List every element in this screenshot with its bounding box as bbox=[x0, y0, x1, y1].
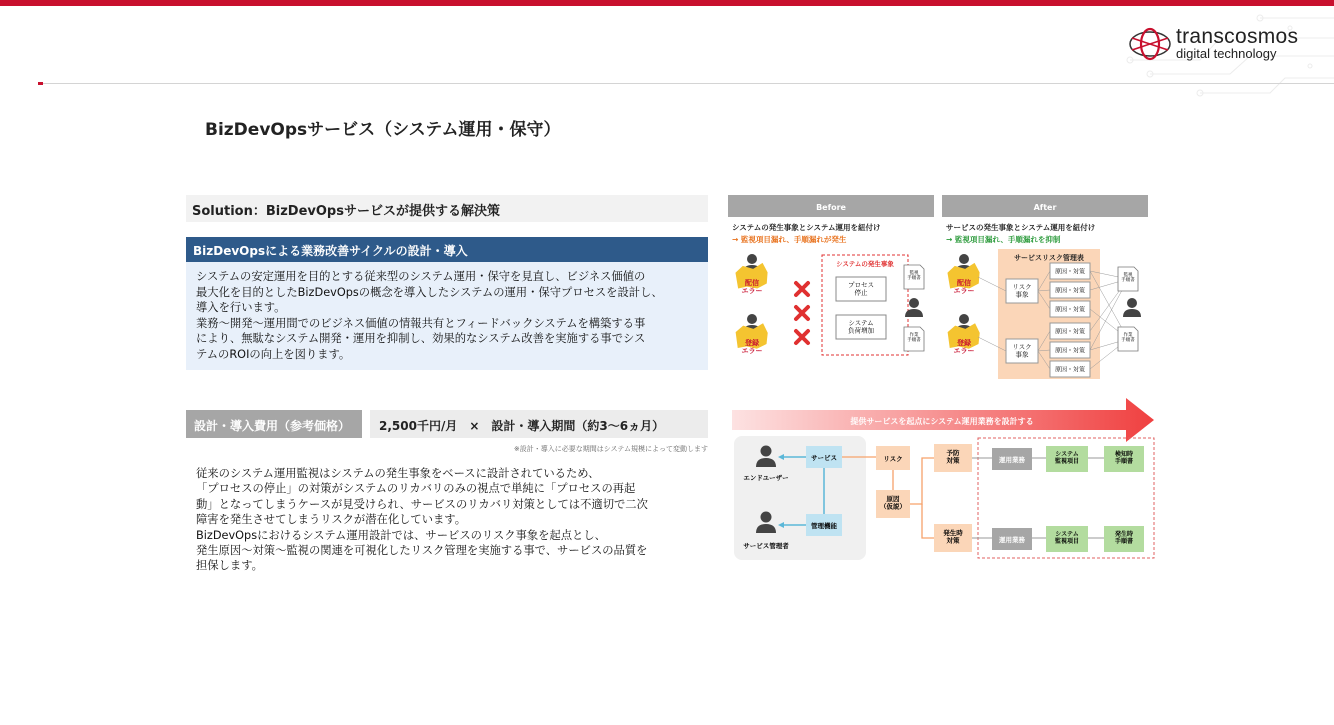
solution-title: Solution：BizDevOpsサービスが提供する解決策 bbox=[186, 195, 708, 222]
solution-body: システムの安定運用を目的とする従来型のシステム運用・保守を見直し、ビジネス価値の 最大化を目的としたBizDevOpsの概念を導入したシステムの運用・保守プロセスを設計し、 導入を行います。 業務～開発～運用間でのビジネス価値の情報共有とフィードバックシステムを構築する事 により、無駄なシステム開発・運用を抑制し、効果的なシステム改善を実施する事でシス テムのROIの向上を図ります。 bbox=[186, 262, 708, 370]
prevent-label: 予防対策 bbox=[946, 449, 960, 465]
after-line1: サービスの発生事象とシステム運用を紐付け bbox=[946, 223, 1096, 232]
service-admin-label: サービス管理者 bbox=[743, 542, 789, 550]
cause-item-label: 原因・対策 bbox=[1054, 268, 1086, 276]
cost-note: ※設計・導入に必要な期間はシステム規模によって変動します bbox=[513, 445, 708, 453]
end-user-label: エンドユーザー bbox=[743, 474, 789, 482]
after-doc1: 監視手順書 bbox=[1121, 273, 1135, 284]
cause-label: 原因（仮説） bbox=[880, 495, 906, 511]
service-flow-diagram bbox=[732, 398, 1156, 564]
after-header: After bbox=[1033, 203, 1057, 212]
occur-label: 発生時対策 bbox=[943, 529, 963, 545]
before-after-diagram bbox=[728, 195, 1150, 381]
occur-doc-label: 発生時手順書 bbox=[1114, 531, 1134, 545]
logo-line1: transcosmos bbox=[1176, 25, 1299, 48]
flow-arrow-label: 提供サービスを起点にシステム運用業務を設計する bbox=[850, 417, 1034, 426]
event2-label: システム負荷増加 bbox=[848, 319, 874, 335]
before-error1: 配信エラー bbox=[741, 279, 763, 295]
cross-icons bbox=[796, 283, 808, 343]
before-doc2: 作業手順書 bbox=[907, 333, 921, 344]
before-line1: システムの発生事象とシステム運用を紐付け bbox=[732, 223, 881, 232]
before-doc1: 監視手順書 bbox=[907, 271, 921, 282]
after-error2: 登録エラー bbox=[953, 339, 975, 355]
cause-item-label: 原因・対策 bbox=[1054, 366, 1086, 374]
after-line2: → 監視項目漏れ、手順漏れを抑制 bbox=[946, 235, 1061, 244]
cause-item-label: 原因・対策 bbox=[1054, 287, 1086, 295]
after-doc2: 作業手順書 bbox=[1121, 333, 1135, 344]
top-accent-bar bbox=[0, 0, 1334, 6]
admin-func-label: 管理機能 bbox=[811, 522, 837, 530]
page-title: BizDevOpsサービス（システム運用・保守） bbox=[205, 120, 561, 140]
before-line2: → 監視項目漏れ、手順漏れが発生 bbox=[732, 235, 847, 244]
ops2-label: 運用業務 bbox=[999, 536, 1025, 544]
mon1-label: システム監視項目 bbox=[1054, 451, 1080, 465]
solution-subhead: BizDevOpsによる業務改善サイクルの設計・導入 bbox=[186, 237, 708, 262]
mon2-label: システム監視項目 bbox=[1054, 531, 1080, 545]
cost-label: 設計・導入費用（参考価格） bbox=[186, 410, 362, 438]
ops1-label: 運用業務 bbox=[999, 456, 1025, 464]
risk-label: リスク bbox=[883, 455, 903, 463]
detect-label: 検知時手順書 bbox=[1114, 451, 1134, 465]
after-error1: 配信エラー bbox=[953, 279, 975, 295]
before-error2: 登録エラー bbox=[741, 339, 763, 355]
description-body: 従来のシステム運用監視はシステムの発生事象をベースに設計されているため、 「プロセスの停止」の対策がシステムのリカバリのみの視点で単純に「プロセスの再起 動」となってしまうケースが見受けられ、サービスのリカバリ対策としては不適切で二次 障害を発生させてしまうリスクが潜在化しています。 BizDevOpsにおけるシステム運用設計では、サービスのリスク事象を起点とし、 発生原因～対策～監視の関連を可視化したリスク管理を実施する事で、サービスの品質を 担保します。 bbox=[196, 467, 648, 573]
cause-item-label: 原因・対策 bbox=[1054, 328, 1086, 336]
transcosmos-logo bbox=[1128, 25, 1318, 65]
service-label: サービス bbox=[811, 454, 837, 462]
risk-table-title: サービスリスク管理表 bbox=[1014, 254, 1084, 262]
logo-globe-icon bbox=[1128, 27, 1172, 61]
before-header: Before bbox=[816, 203, 846, 212]
cause-item-label: 原因・対策 bbox=[1054, 347, 1086, 355]
header-divider bbox=[40, 83, 1334, 84]
event-box bbox=[822, 255, 908, 355]
event-box-label: システムの発生事象 bbox=[836, 260, 894, 268]
risk1-label: リスク事象 bbox=[1012, 283, 1032, 299]
cause-item-label: 原因・対策 bbox=[1054, 306, 1086, 314]
header-divider-accent bbox=[38, 82, 43, 85]
operator-icon bbox=[1123, 298, 1141, 317]
event1-label: プロセス停止 bbox=[848, 281, 874, 297]
cost-value: 2,500千円/月 × 設計・導入期間（約3～6ヵ月） bbox=[370, 410, 708, 438]
risk2-label: リスク事象 bbox=[1012, 343, 1032, 359]
logo-line2: digital technology bbox=[1176, 46, 1277, 61]
